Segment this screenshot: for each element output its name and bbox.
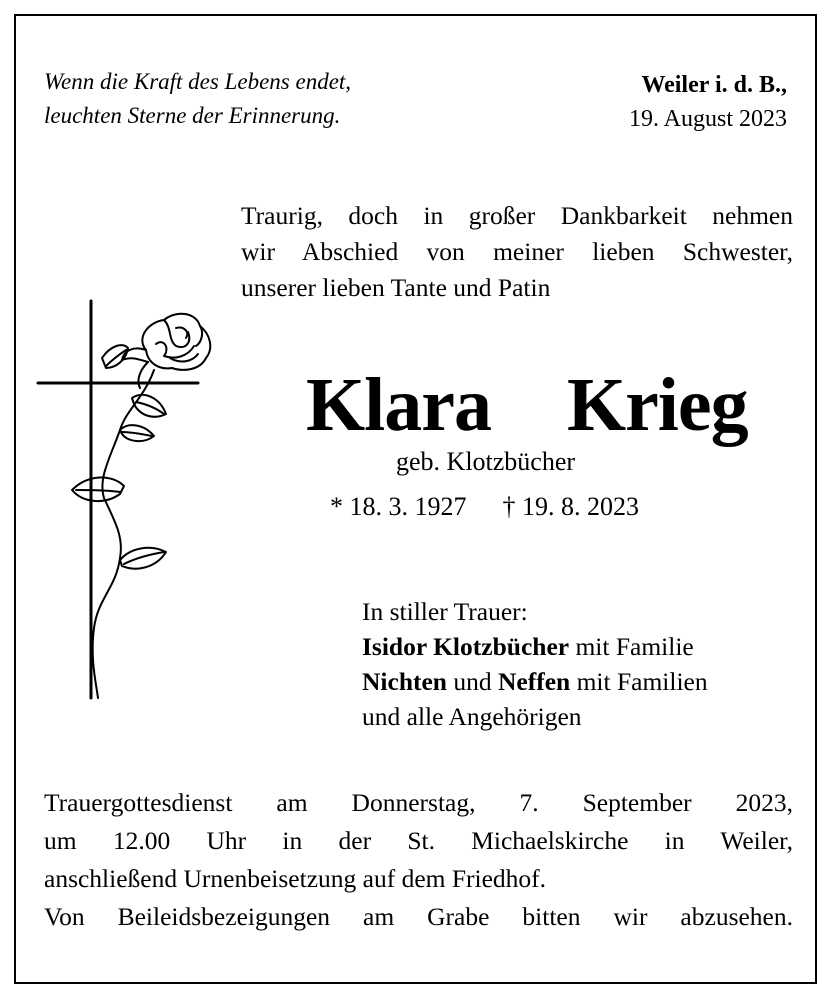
motto bbox=[44, 65, 351, 133]
mourners-line-2 bbox=[362, 664, 708, 699]
publication-date: 19. August 2023 bbox=[628, 106, 787, 132]
deceased-name: Klara Krieg bbox=[306, 363, 748, 447]
mourner-nieces: Nichten bbox=[362, 667, 447, 696]
mourners-line-1 bbox=[362, 629, 708, 664]
life-dates bbox=[330, 490, 639, 524]
maiden-name: geb. Klotzbücher bbox=[396, 447, 576, 476]
motto-line-2: leuchten Sterne der Erinnerung. bbox=[44, 103, 341, 128]
mourner-nephews: Neffen bbox=[498, 667, 571, 696]
mourners-line-1-rest: mit Familie bbox=[569, 632, 694, 661]
death-date: † 19. 8. 2023 bbox=[502, 492, 639, 521]
cross-with-rose-icon bbox=[36, 298, 226, 703]
service-line-2: um 12.00 Uhr in der St. Michaelskirche in Weiler, bbox=[44, 826, 793, 855]
intro-line-2: wir Abschied von meiner lieben Schwester, bbox=[241, 237, 793, 266]
birth-date: * 18. 3. 1927 bbox=[330, 492, 467, 521]
mourners-line-3: und alle Angehörigen bbox=[362, 702, 582, 731]
service-line-3: anschließend Urnenbeisetzung auf dem Friedhof. bbox=[44, 864, 547, 893]
intro-line-1: Traurig, doch in großer Dankbarkeit nehmen bbox=[241, 201, 793, 230]
mourners-line-2-rest: mit Familien bbox=[570, 667, 708, 696]
place: Weiler i. d. B., bbox=[641, 72, 787, 98]
place-and-date bbox=[629, 68, 787, 136]
mourners-block bbox=[362, 594, 708, 734]
mourners-line-2-mid: und bbox=[447, 667, 498, 696]
service-info bbox=[44, 784, 793, 898]
mourners-heading: In stiller Trauer: bbox=[362, 597, 528, 626]
service-line-1: Trauergottesdienst am Donnerstag, 7. September 2023, bbox=[44, 788, 793, 817]
mourner-name: Isidor Klotzbücher bbox=[362, 632, 570, 661]
intro-line-3: unserer lieben Tante und Patin bbox=[241, 273, 551, 302]
motto-line-1: Wenn die Kraft des Lebens endet, bbox=[44, 69, 352, 94]
intro-text bbox=[241, 198, 793, 306]
condolence-request: Von Beileidsbezeigungen am Grabe bitten wir abzusehen. bbox=[44, 902, 793, 931]
